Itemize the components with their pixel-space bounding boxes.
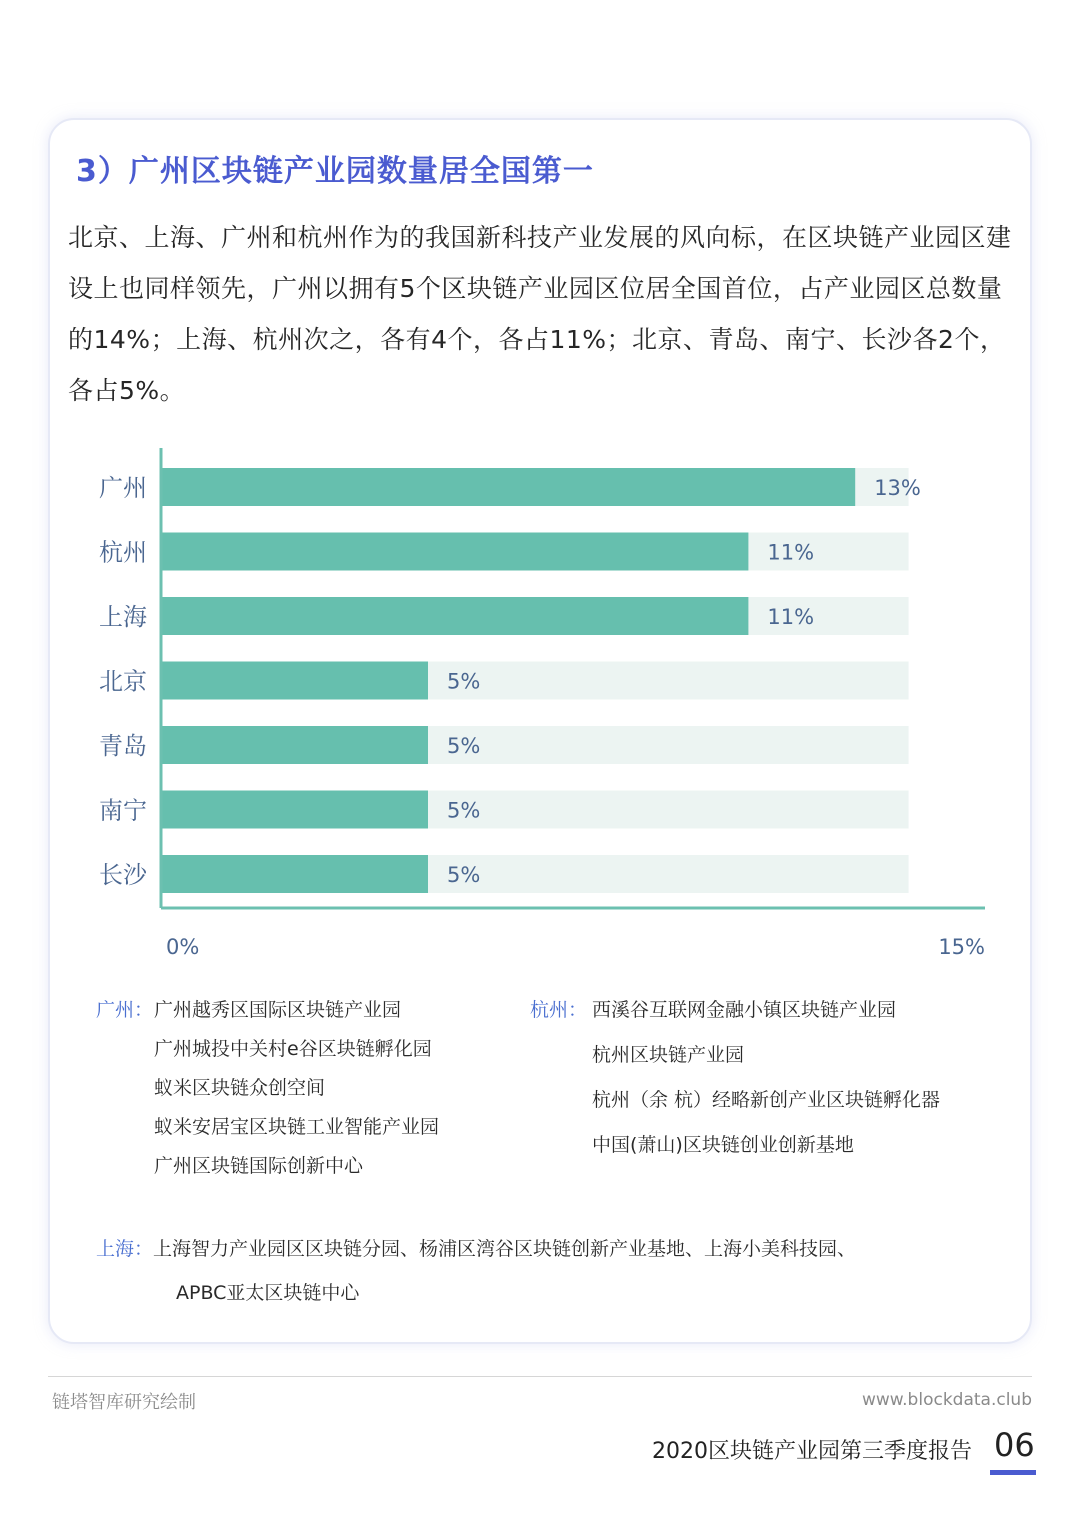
bar: [161, 533, 748, 571]
body-paragraph: 北京、上海、广州和杭州作为的我国新科技产业发展的风向标，在区块链产业园区建设上也同样领先，广州以拥有5个区块链产业园区位居全国首位，占产业园区总数量的14%；上海、杭州次之，各有4个，各占11%；北京、青岛、南宁、长沙各2个，各占5%。: [68, 223, 1012, 405]
hangzhou-parks: [530, 996, 940, 1176]
park-list: 上海智力产业园区区块链分园、杨浦区湾谷区块链创新产业基地、上海小美科技园、: [153, 1238, 857, 1260]
park-item: 蚁米区块链众创空间: [154, 1077, 326, 1099]
source-note: 链塔智库研究绘制: [52, 1392, 196, 1413]
x-tick-label: 0%: [166, 935, 200, 959]
website-link[interactable]: www.blockdata.club: [862, 1390, 1032, 1410]
bar: [161, 597, 748, 635]
park-item: 蚁米安居宝区块链工业智能产业园: [154, 1116, 440, 1138]
park-item: 杭州区块链产业园: [592, 1044, 745, 1066]
guangzhou-label: 广州：: [96, 999, 154, 1021]
page-number: 06: [994, 1426, 1035, 1464]
category-label: 青岛: [99, 732, 147, 760]
data-label: 5%: [447, 669, 481, 694]
page-number-underline: [990, 1470, 1036, 1475]
category-label: 上海: [99, 603, 147, 631]
x-tick-label: 15%: [938, 935, 985, 959]
hangzhou-label: 杭州：: [530, 999, 588, 1021]
category-label: 广州: [99, 474, 147, 502]
park-item: 广州区块链国际创新中心: [154, 1155, 364, 1177]
category-label: 南宁: [99, 796, 147, 825]
data-label: 5%: [447, 798, 481, 823]
shanghai-label: 上海：: [96, 1238, 154, 1260]
data-label: 5%: [447, 863, 481, 887]
data-label: 11%: [767, 605, 815, 629]
section-title: 3）广州区块链产业园数量居全国第一: [76, 154, 594, 189]
category-label: 北京: [99, 667, 147, 696]
park-item: 广州城投中关村e谷区块链孵化园: [154, 1038, 432, 1060]
bar-chart: [0, 440, 1080, 980]
park-item: 杭州（余 杭）经略新创产业区块链孵化器: [592, 1089, 941, 1111]
data-label: 11%: [767, 540, 815, 565]
bar: [161, 662, 428, 700]
bar: [161, 855, 428, 893]
shanghai-parks: [96, 1235, 856, 1323]
data-label: 13%: [874, 476, 921, 500]
data-label: 5%: [447, 734, 481, 758]
guangzhou-parks: [96, 996, 439, 1191]
category-label: 杭州: [99, 538, 147, 567]
bar: [161, 468, 855, 506]
footer-divider: [48, 1376, 1032, 1377]
report-title: 2020区块链产业园第三季度报告: [652, 1439, 972, 1464]
bar: [161, 791, 428, 829]
park-item: 广州越秀区国际区块链产业园: [154, 999, 402, 1021]
park-item: 西溪谷互联网金融小镇区块链产业园: [592, 999, 897, 1021]
park-list: APBC亚太区块链中心: [176, 1282, 360, 1304]
category-label: 长沙: [99, 861, 147, 889]
bar: [161, 726, 428, 764]
park-item: 中国(萧山)区块链创业创新基地: [592, 1134, 854, 1156]
